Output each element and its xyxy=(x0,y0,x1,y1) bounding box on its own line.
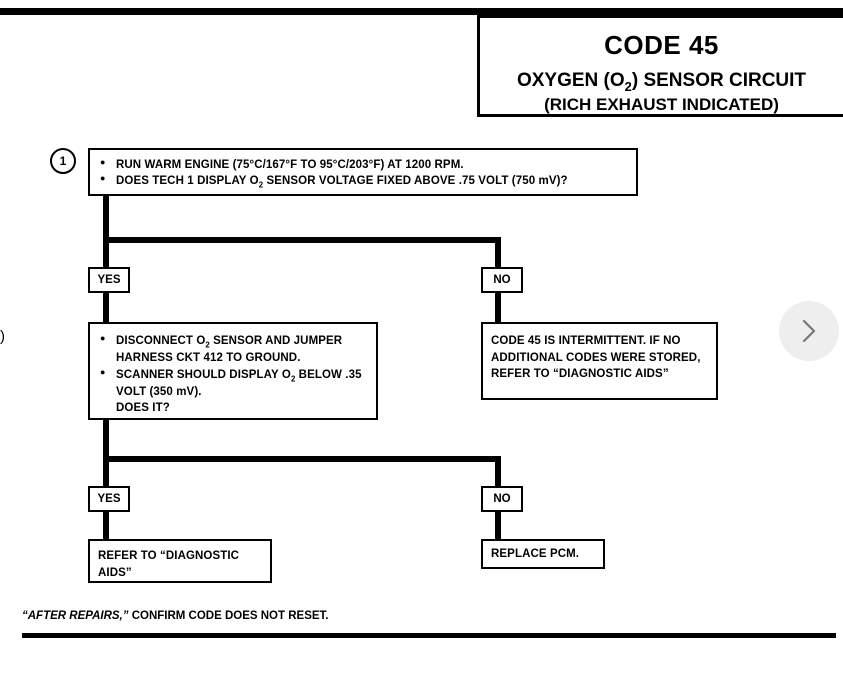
page-subtitle-2: (RICH EXHAUST INDICATED) xyxy=(544,94,779,114)
yes-box-1-b2-pre: SCANNER SHOULD DISPLAY O xyxy=(116,368,291,381)
title-block xyxy=(477,15,843,117)
connector-line xyxy=(103,456,501,462)
step-1-bullet-2-post: SENSOR VOLTAGE FIXED ABOVE .75 VOLT (750 mV)? xyxy=(263,175,568,188)
next-page-button[interactable] xyxy=(779,301,839,361)
yes-branch-box-1 xyxy=(88,322,378,420)
step-1-box xyxy=(88,148,638,196)
connector-line xyxy=(103,512,109,539)
branch-tag-no-1: NO xyxy=(481,267,523,293)
footer-note-rest: CONFIRM CODE DOES NOT RESET. xyxy=(128,610,329,622)
step-number-badge: 1 xyxy=(50,148,76,174)
connector-line xyxy=(103,456,109,486)
page-subtitle xyxy=(480,70,843,94)
no-box-2-text: REPLACE PCM. xyxy=(491,548,580,560)
no-box-1-text: CODE 45 IS INTERMITTENT. IF NO ADDITIONAL CODES WERE STORED, REFER TO “DIAGNOSTIC AIDS” xyxy=(491,335,701,381)
connector-line xyxy=(495,512,501,539)
yes-box-1-b1-pre: DISCONNECT O xyxy=(116,335,206,347)
subtitle-post: ) SENSOR CIRCUIT xyxy=(631,70,807,91)
connector-line xyxy=(495,293,501,322)
yes-box-1-b2-sub: 2 xyxy=(290,374,296,384)
step-1-bullet-2-pre: DOES TECH 1 DISPLAY O xyxy=(116,175,259,188)
no-branch-box-1 xyxy=(481,322,718,400)
yes-box-1-b2-line3: DOES IT? xyxy=(116,402,170,415)
branch-tag-yes-2: YES xyxy=(88,486,130,512)
yes-box-1-bullet-1 xyxy=(98,333,370,367)
footer-note xyxy=(22,610,329,622)
yes-box-1-b2-post: BELOW .35 VOLT (350 mV). xyxy=(116,368,362,399)
footer-note-italic: “AFTER REPAIRS,” xyxy=(22,610,129,622)
connector-line xyxy=(103,196,109,242)
step-1-bullet-2 xyxy=(98,173,630,190)
connector-line xyxy=(103,420,109,460)
branch-tag-no-2: NO xyxy=(481,486,523,512)
yes-box-1-bullet-2 xyxy=(98,367,370,417)
connector-line xyxy=(495,237,501,267)
left-edge-mark: ) xyxy=(0,328,5,345)
top-divider-rule xyxy=(0,8,843,15)
page-title: CODE 45 xyxy=(604,30,719,60)
connector-line xyxy=(103,237,501,243)
step-1-bullet-1: ● RUN WARM ENGINE (75°C/167°F TO 95°C/203°F) AT 1200 RPM. xyxy=(98,157,630,173)
yes-box-2-text: REFER TO “DIAGNOSTIC AIDS” xyxy=(98,550,240,579)
step-1-bullet-2-sub: 2 xyxy=(258,180,264,190)
branch-tag-yes-1: YES xyxy=(88,267,130,293)
subtitle-subscript: 2 xyxy=(624,78,632,94)
yes-box-1-b1-sub: 2 xyxy=(205,340,210,350)
yes-branch-box-2 xyxy=(88,539,272,583)
connector-line xyxy=(103,293,109,322)
no-branch-box-2 xyxy=(481,539,605,569)
chevron-right-icon xyxy=(798,316,820,346)
bottom-divider-rule xyxy=(22,633,836,638)
yes-box-1-b1-post: SENSOR AND JUMPER HARNESS CKT 412 TO GROUND. xyxy=(116,335,343,365)
subtitle-pre: OXYGEN (O xyxy=(516,70,625,91)
connector-line xyxy=(495,456,501,486)
connector-line xyxy=(103,237,109,267)
